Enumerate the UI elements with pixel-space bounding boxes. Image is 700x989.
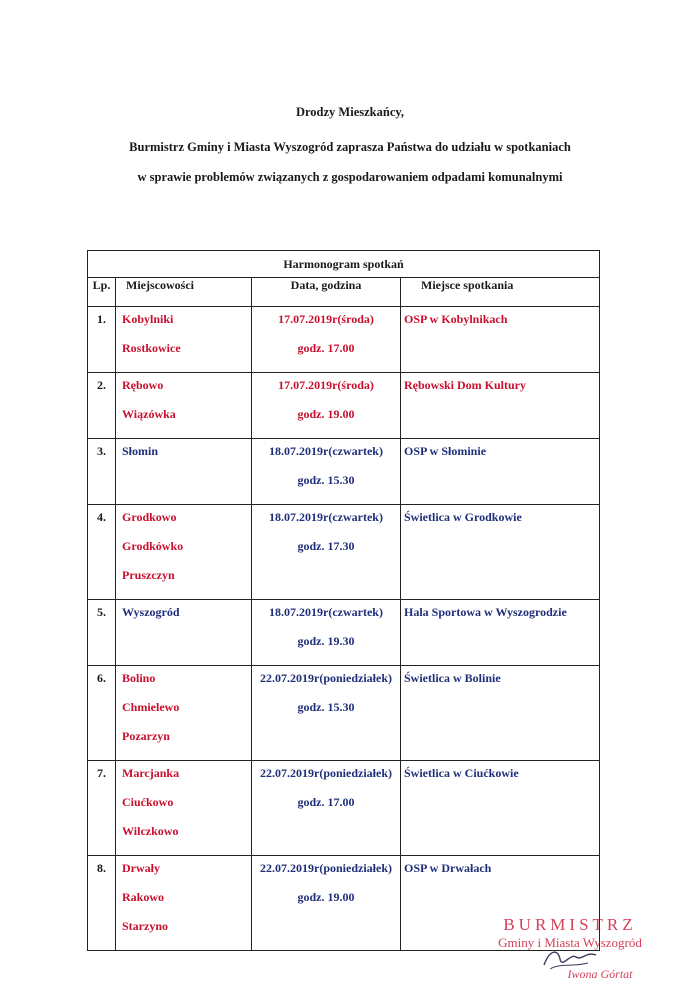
locations-cell bbox=[116, 666, 252, 761]
locations-cell bbox=[116, 505, 252, 600]
locations-cell bbox=[116, 856, 252, 951]
row-number bbox=[88, 373, 116, 439]
invitation-topic: w sprawie problemów związanych z gospodarowaniem odpadami komunalnymi bbox=[137, 170, 563, 184]
meeting-date: 18.07.2019r(czwartek) bbox=[269, 444, 383, 458]
locations-cell bbox=[116, 600, 252, 666]
header-locations: Miejscowości bbox=[116, 278, 252, 307]
meeting-time: godz. 19.00 bbox=[297, 890, 355, 904]
table-caption: Harmonogram spotkań bbox=[88, 251, 600, 278]
row-number bbox=[88, 666, 116, 761]
row-number-text: 7. bbox=[97, 766, 106, 780]
meeting-date: 17.07.2019r(środa) bbox=[278, 312, 374, 326]
meeting-date: 22.07.2019r(poniedziałek) bbox=[260, 766, 392, 780]
row-number-text: 8. bbox=[97, 861, 106, 875]
meeting-time: godz. 15.30 bbox=[297, 473, 355, 487]
meeting-date: 18.07.2019r(czwartek) bbox=[269, 510, 383, 524]
table-row bbox=[88, 761, 600, 856]
datetime-cell bbox=[252, 600, 401, 666]
stamp-subtitle: Gminy i Miasta Wyszogród bbox=[498, 935, 642, 950]
meeting-time: godz. 19.00 bbox=[297, 407, 355, 421]
row-number bbox=[88, 307, 116, 373]
datetime-cell bbox=[252, 761, 401, 856]
table-header-row bbox=[88, 278, 600, 307]
meeting-time: godz. 17.00 bbox=[297, 795, 355, 809]
table-row bbox=[88, 600, 600, 666]
place-cell bbox=[401, 505, 600, 600]
datetime-cell bbox=[252, 666, 401, 761]
row-number bbox=[88, 505, 116, 600]
location-name: Rakowo bbox=[122, 890, 165, 904]
row-number-text: 4. bbox=[97, 510, 106, 524]
meeting-time: godz. 17.00 bbox=[297, 341, 355, 355]
header-lp: Lp. bbox=[88, 278, 116, 307]
table-row bbox=[88, 439, 600, 505]
location-name: Starzyno bbox=[122, 919, 168, 933]
row-number-text: 1. bbox=[97, 312, 106, 326]
location-name: Kobylniki bbox=[122, 312, 174, 326]
row-number bbox=[88, 761, 116, 856]
location-name: Słomin bbox=[122, 444, 159, 458]
place-cell bbox=[401, 373, 600, 439]
location-name: Pozarzyn bbox=[122, 729, 170, 743]
locations-cell bbox=[116, 761, 252, 856]
location-name: Pruszczyn bbox=[122, 568, 175, 582]
location-name: Drwały bbox=[122, 861, 160, 875]
meeting-time: godz. 19.30 bbox=[297, 634, 355, 648]
locations-cell bbox=[116, 439, 252, 505]
place-cell bbox=[401, 600, 600, 666]
row-number-text: 3. bbox=[97, 444, 106, 458]
row-number-text: 6. bbox=[97, 671, 106, 685]
header-place: Miejsce spotkania bbox=[401, 278, 600, 307]
stamp-title: BURMISTRZ bbox=[503, 915, 637, 934]
datetime-cell bbox=[252, 373, 401, 439]
meeting-place: OSP w Słominie bbox=[404, 444, 487, 458]
table-row bbox=[88, 505, 600, 600]
location-name: Grodkówko bbox=[122, 539, 184, 553]
location-name: Rębowo bbox=[122, 378, 164, 392]
datetime-cell bbox=[252, 307, 401, 373]
meeting-date: 22.07.2019r(poniedziałek) bbox=[260, 861, 392, 875]
table-row bbox=[88, 307, 600, 373]
meeting-place: Świetlica w Bolinie bbox=[404, 671, 501, 685]
location-name: Marcjanka bbox=[122, 766, 180, 780]
locations-cell bbox=[116, 373, 252, 439]
meeting-date: 18.07.2019r(czwartek) bbox=[269, 605, 383, 619]
locations-cell bbox=[116, 307, 252, 373]
stamp-name: Iwona Górtat bbox=[567, 967, 633, 981]
meeting-place: Rębowski Dom Kultury bbox=[404, 378, 527, 392]
location-name: Bolino bbox=[122, 671, 156, 685]
row-number bbox=[88, 439, 116, 505]
row-number bbox=[88, 856, 116, 951]
datetime-cell bbox=[252, 439, 401, 505]
table-row bbox=[88, 373, 600, 439]
location-name: Ciućkowo bbox=[122, 795, 174, 809]
meeting-place: Świetlica w Ciućkowie bbox=[404, 766, 519, 780]
location-name: Rostkowice bbox=[122, 341, 181, 355]
meeting-place: OSP w Kobylnikach bbox=[404, 312, 508, 326]
table-body bbox=[88, 307, 600, 951]
place-cell bbox=[401, 439, 600, 505]
place-cell bbox=[401, 307, 600, 373]
schedule-table bbox=[87, 250, 600, 951]
greeting: Drodzy Mieszkańcy, bbox=[295, 105, 405, 119]
row-number-text: 2. bbox=[97, 378, 106, 392]
place-cell bbox=[401, 666, 600, 761]
location-name: Wiązówka bbox=[122, 407, 176, 421]
handwritten-signature bbox=[540, 945, 600, 975]
meeting-place: Świetlica w Grodkowie bbox=[404, 510, 522, 524]
header-datetime: Data, godzina bbox=[252, 278, 401, 307]
location-name: Chmielewo bbox=[122, 700, 180, 714]
row-number bbox=[88, 600, 116, 666]
meeting-time: godz. 17.30 bbox=[297, 539, 355, 553]
location-name: Grodkowo bbox=[122, 510, 177, 524]
place-cell bbox=[401, 761, 600, 856]
meeting-date: 22.07.2019r(poniedziałek) bbox=[260, 671, 392, 685]
datetime-cell bbox=[252, 856, 401, 951]
meeting-place: OSP w Drwałach bbox=[404, 861, 492, 875]
location-name: Wilczkowo bbox=[122, 824, 179, 838]
row-number-text: 5. bbox=[97, 605, 106, 619]
meeting-time: godz. 15.30 bbox=[297, 700, 355, 714]
location-name: Wyszogród bbox=[122, 605, 180, 619]
table-row bbox=[88, 666, 600, 761]
meeting-place: Hala Sportowa w Wyszogrodzie bbox=[404, 605, 567, 619]
meeting-date: 17.07.2019r(środa) bbox=[278, 378, 374, 392]
invitation-line: Burmistrz Gminy i Miasta Wyszogród zaprasza Państwa do udziału w spotkaniach bbox=[129, 140, 571, 154]
datetime-cell bbox=[252, 505, 401, 600]
